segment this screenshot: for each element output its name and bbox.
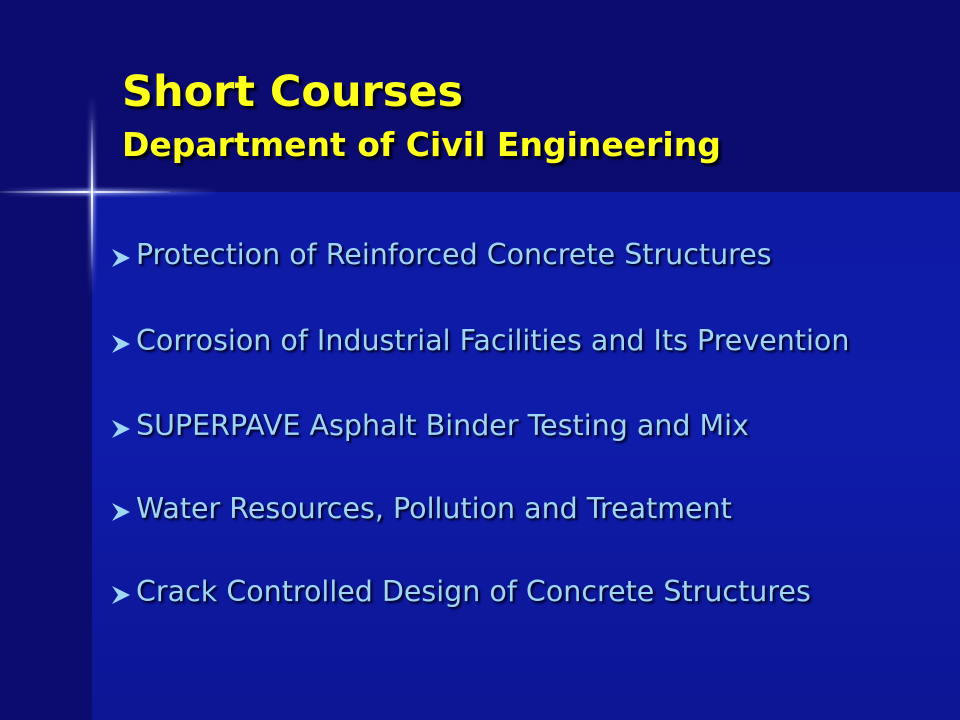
slide-subtitle: Department of Civil Engineering (122, 125, 721, 164)
list-item (108, 575, 952, 608)
list-item (108, 409, 952, 442)
list-item-text: Corrosion of Industrial Facilities and Its Prevention (136, 324, 850, 357)
light-flare-vertical-line (91, 120, 93, 270)
arrowhead-bullet-icon (110, 418, 132, 440)
list-item (108, 492, 952, 525)
arrowhead-bullet-icon (110, 501, 132, 523)
course-list (108, 238, 952, 608)
list-item-text: Protection of Reinforced Concrete Structures (136, 238, 772, 271)
arrowhead-bullet-icon (110, 584, 132, 606)
list-item (108, 238, 952, 271)
slide-title: Short Courses (122, 67, 464, 117)
list-item-text: Crack Controlled Design of Concrete Structures (136, 575, 811, 608)
list-item-text: SUPERPAVE Asphalt Binder Testing and Mix (136, 409, 749, 442)
arrowhead-bullet-icon (110, 333, 132, 355)
arrowhead-bullet-icon (110, 247, 132, 269)
list-item (108, 324, 952, 357)
left-margin-background (0, 192, 92, 720)
list-item-text: Water Resources, Pollution and Treatment (136, 492, 732, 525)
light-flare-horizontal-line (0, 191, 170, 193)
